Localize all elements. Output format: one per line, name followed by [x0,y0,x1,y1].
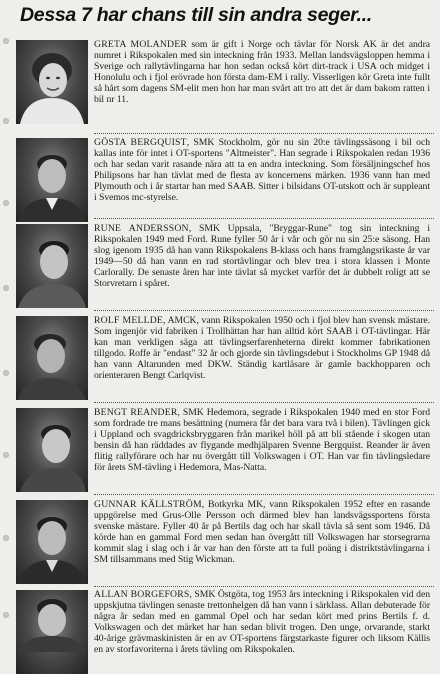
portrait-man-icon [16,408,88,492]
racer-photo [16,40,88,124]
binder-hole [3,200,9,206]
racer-name: GRETA MOLANDER [94,39,188,50]
racer-bio [94,224,430,289]
portrait-man-icon [16,316,88,400]
racer-bio [94,590,430,655]
racer-text: , Botkyrka MK, vann Rikspokalen 1952 efter en rasande uppgörelse med Grus-Olle Persson och därmed blev han landsvägssportens första svenske mästare. Fyller 40 år på Bertils dag och har skall tävla så sent som 1946. Då körde han en gammal Ford men sedan han övergått till Volkswagen har storsegrarna kommit slag i slag och i år var han den förste att ta full poäng i distriktstävlingarna i SM tillsammans med Stig Wickman. [94,499,430,565]
portrait-man-icon [16,138,88,222]
racer-bio [94,500,430,565]
binder-hole [3,370,9,376]
binder-holes [0,0,14,654]
racer-photo [16,500,88,584]
racer-text: , SMK Hedemora, segrade i Rikspokalen 1940 med en stor Ford som fordrade tre mans besättning (numera får det bara vara två i bilen). Tävlingen gick i Uppland och svagdricksbryggaren från marikel höll på att bli stående i skogen utan bensin då han räddades av flygande medhjälparen Svenne Bergquist. Reander är även flitig rallyförare och har nu övergått till Volkswagen i OT. Han var fin tävlingsledare för årets SM-tävling i Hedemora, Mas-Natta. [94,407,430,473]
racer-name: GUNNAR KÄLLSTRÖM [94,499,202,510]
racer-text: , SMK Östgöta, tog 1953 års inteckning i Rikspokalen vid den uppskjutna tävlingen senaste trettonhelgen då han vann i särklass. Allan debuterade för några år sedan med en gammal Opel och har sedan kört med prins Bertils f. d. Volkswagen och det märket har han sedan blivit trogen. Den unge, orvarande, starkt 40-årige grävmaskinisten är en av OT-sportens färgstarkaste figurer och liksom Källis en av storfavoriterna i årets tävling om Rikspokalen. [94,589,430,655]
binder-hole [3,285,9,291]
binder-hole [3,612,9,618]
divider [94,218,434,219]
portrait-man-icon [16,500,88,584]
racer-bio [94,316,430,381]
page-title: Dessa 7 har chans till sin andra seger... [20,4,372,26]
divider [94,402,434,403]
binder-hole [3,452,9,458]
racer-photo [16,224,88,308]
racer-text: , SMK Uppsala, "Bryggar-Rune" tog sin inteckning i Rikspokalen 1949 med Ford. Rune fyller 50 år i vår och gör nu sin 25:e säsong. Han slog igenom 1935 då han vann Rikspokalens B-klass och hans framgångsrikaste år var 1949—50 då han vann en rad stortävlingar och blev trea i stora klassen i Monte Carlorally. De senaste åren har inte tävlat så mycket varför det är dubbelt roligt att se Storvretarn i spåret. [94,223,430,289]
portrait-man-icon [16,590,88,652]
divider [94,586,434,587]
portrait-man-icon [16,224,88,308]
portrait-woman-icon [16,40,88,124]
racer-name: ALLAN BORGEFORS [94,589,190,600]
racer-name: BENGT REANDER [94,407,178,418]
racer-text: som är gift i Norge och tävlar för Norsk AK är det andra numret i Rikspokalen med sin inteckning från 1933. Mellan landsvägsloppen hemma i Sverige och rallytävlingarna har hon sedan också kört dirt-track i USA och midget i Honolulu och i fjol erövrade hon första dam-EM i rally. Visserligen kör Greta inte fullt så hårt som dagens SM-elit men hon har man svårt att tro att det är dam bakom ratten i bil nr 11. [94,39,430,105]
divider [94,494,434,495]
binder-hole [3,535,9,541]
racer-bio [94,408,430,473]
racer-text: , SMK Stockholm, gör nu sin 20:e tävlingssäsong i bil och kallas inte för intet i OT-sportens "Altmeister". Han segrade i Rikspokalen redan 1936 och har sedan varit rasande nära att ta en andra inteckning. Som försäljningschef hos Philipsons har han tävlat med de flesta av koncernens märken. 1936 vann han med Plymouth och i år startar han med SAAB. Sitter i bilsidans OT-utskott och är suppleant i Svemos mc-styrelse. [94,137,430,203]
racer-photo [16,316,88,400]
binder-hole [3,38,9,44]
racer-photo [16,138,88,222]
binder-hole [3,118,9,124]
racer-photo [16,590,88,674]
divider [94,310,434,311]
racer-bio [94,40,430,105]
racer-photo [16,408,88,492]
divider [94,133,434,134]
racer-text: , AMCK, vann Rikspokalen 1950 och i fjol blev han svensk mästare. Som ingenjör vid fabriken i Trollhättan har han alltid kört SAAB i OT-tävlingar. Här kan man verkligen säga att tävlingserfarenheterna direkt kommer fabrikationen tillgodo. Roffe är "endast" 32 år och gjorde sin tävlingsdebut i Stockholms GP 1948 då han vann Altarunden med DKW. Ständig kartläsare är gamle backhopparen och orienteraren Bengt Carlqvist. [94,315,430,381]
racer-name: RUNE ANDERSSON [94,223,189,234]
racer-bio [94,138,430,203]
racer-name: ROLF MELLDE [94,315,164,326]
racer-name: GÖSTA BERGQUIST [94,137,187,148]
